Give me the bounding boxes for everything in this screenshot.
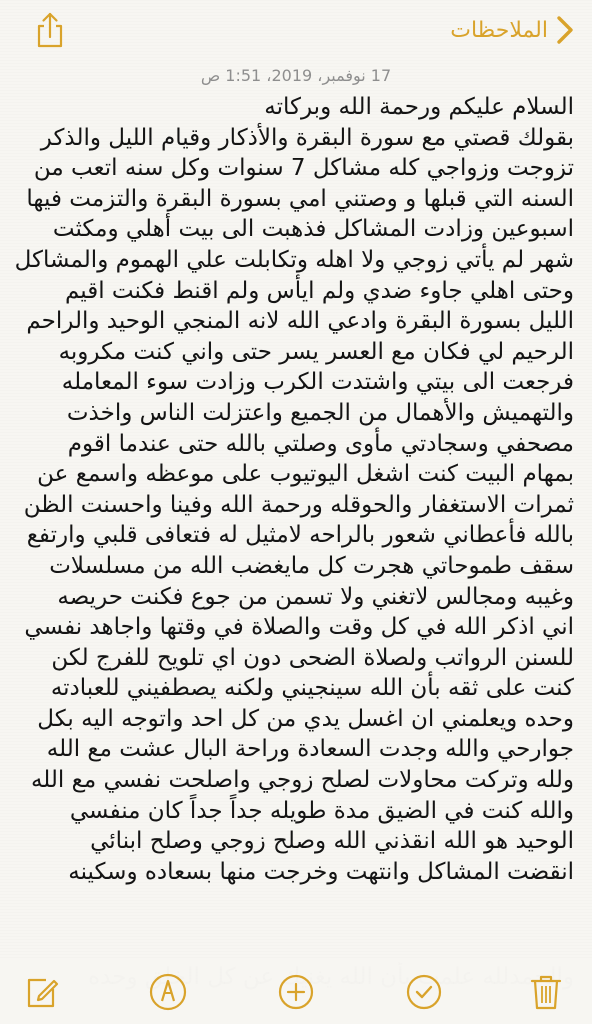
note-line: اسبوعين وزادت المشاكل فذهبت الى بيت أهلي ومكثت <box>52 216 574 243</box>
back-button[interactable] <box>450 12 574 48</box>
trash-button[interactable] <box>526 972 566 1012</box>
note-line: مصحفي وسجادتي مأوى وصلتي بالله حتى عندما اقوم <box>67 430 574 457</box>
note-line: السلام عليكم ورحمة الله وبركاته <box>264 94 574 120</box>
note-line: ثمرات الاستغفار والحوقله ورحمة الله وفينا واحسنت الظن <box>23 491 574 518</box>
note-line: للسنن الرواتب ولصلاة الضحى دون اي تلويح للفرج لكن <box>51 644 574 671</box>
markup-icon <box>148 972 188 1012</box>
note-line: ولله وتركت محاولات لصلح زوجي واصلحت نفسي مع الله <box>30 767 574 794</box>
note-line: تزوجت وزواجي كله مشاكل 7 سنوات وكل سنه اتعب من <box>33 155 574 182</box>
note-line: بالله فأعطاني شعور بالراحه لامثيل له فتعافى قلبي وارتفع <box>26 522 574 549</box>
note-line: انقضت المشاكل وانتهت وخرجت منها بسعاده وسكينه <box>68 858 574 885</box>
chevron-right-icon <box>556 15 574 45</box>
note-line: بقولك قصتي مع سورة البقرة والأذكار وقيام الليل والذكر <box>40 124 574 151</box>
back-label: الملاحظات <box>450 17 548 43</box>
trash-icon <box>526 972 566 1012</box>
checklist-icon <box>404 972 444 1012</box>
note-line: كنت على ثقه بأن الله سينجيني ولكنه يصطفيني للعبادته <box>50 675 574 702</box>
note-line: فرجعت الى بيتي واشتدت الكرب وزادت سوء المعامله <box>61 369 574 396</box>
share-button[interactable] <box>30 10 70 50</box>
note-line: جوارحي والله وجدت السعادة وراحة البال عشت مع الله <box>46 736 574 763</box>
add-button[interactable] <box>276 972 316 1012</box>
share-icon <box>30 10 70 50</box>
compose-icon <box>22 972 62 1012</box>
note-line: وحده ويعلمني ان اغسل يدي من كل احد واتوجه اليه بكل <box>37 705 574 732</box>
add-icon <box>276 972 316 1012</box>
note-line: والتهميش والأهمال من الجميع واعتزلت الناس واخذت <box>66 399 574 426</box>
note-line: بمهام البيت كنت اشغل اليوتيوب على موعظه واسمع عن <box>37 461 574 488</box>
note-line: الليل بسورة البقرة وادعي الله لانه المنجي الوحيد والراحم <box>26 308 574 335</box>
note-line: وحتى اهلي جاوء ضدي ولم ايأس ولم اقنط فكنت اقيم <box>64 277 574 304</box>
note-line: شهر لم يأتي زوجي ولا اهله وتكابلت علي الهموم والمشاكل <box>14 246 574 273</box>
compose-button[interactable] <box>22 972 62 1012</box>
note-line: الرحيم لي فكان مع العسر يسر حتى واني كنت مكروبه <box>58 338 574 365</box>
navigation-bar <box>0 0 592 62</box>
note-line: سقف طموحاتي هجرت كل مايغضب الله من مسلسلات <box>49 552 574 579</box>
note-line: والله كنت في الضيق مدة طويله جداً جداً كان منفسي <box>69 797 574 824</box>
checklist-button[interactable] <box>404 972 444 1012</box>
note-line: السنه التي قبلها و وصتني امي بسورة البقرة والتزمت فيها <box>26 185 574 212</box>
note-date: 17 نوفمبر، 2019، 1:51 ص <box>200 66 392 85</box>
markup-button[interactable] <box>148 972 188 1012</box>
bottom-toolbar <box>0 960 592 1024</box>
note-line: اني اذكر الله في كل وقت والصلاة في وقتها واجاهد نفسي <box>24 614 574 641</box>
note-line: وغيبه ومجالس لاتغني ولا تسمن من جوع فكنت حريصه <box>57 583 574 610</box>
note-line: الوحيد هو الله انقذني الله وصلح زوجي وصلح ابنائي <box>90 828 574 855</box>
note-body[interactable] <box>14 92 574 967</box>
